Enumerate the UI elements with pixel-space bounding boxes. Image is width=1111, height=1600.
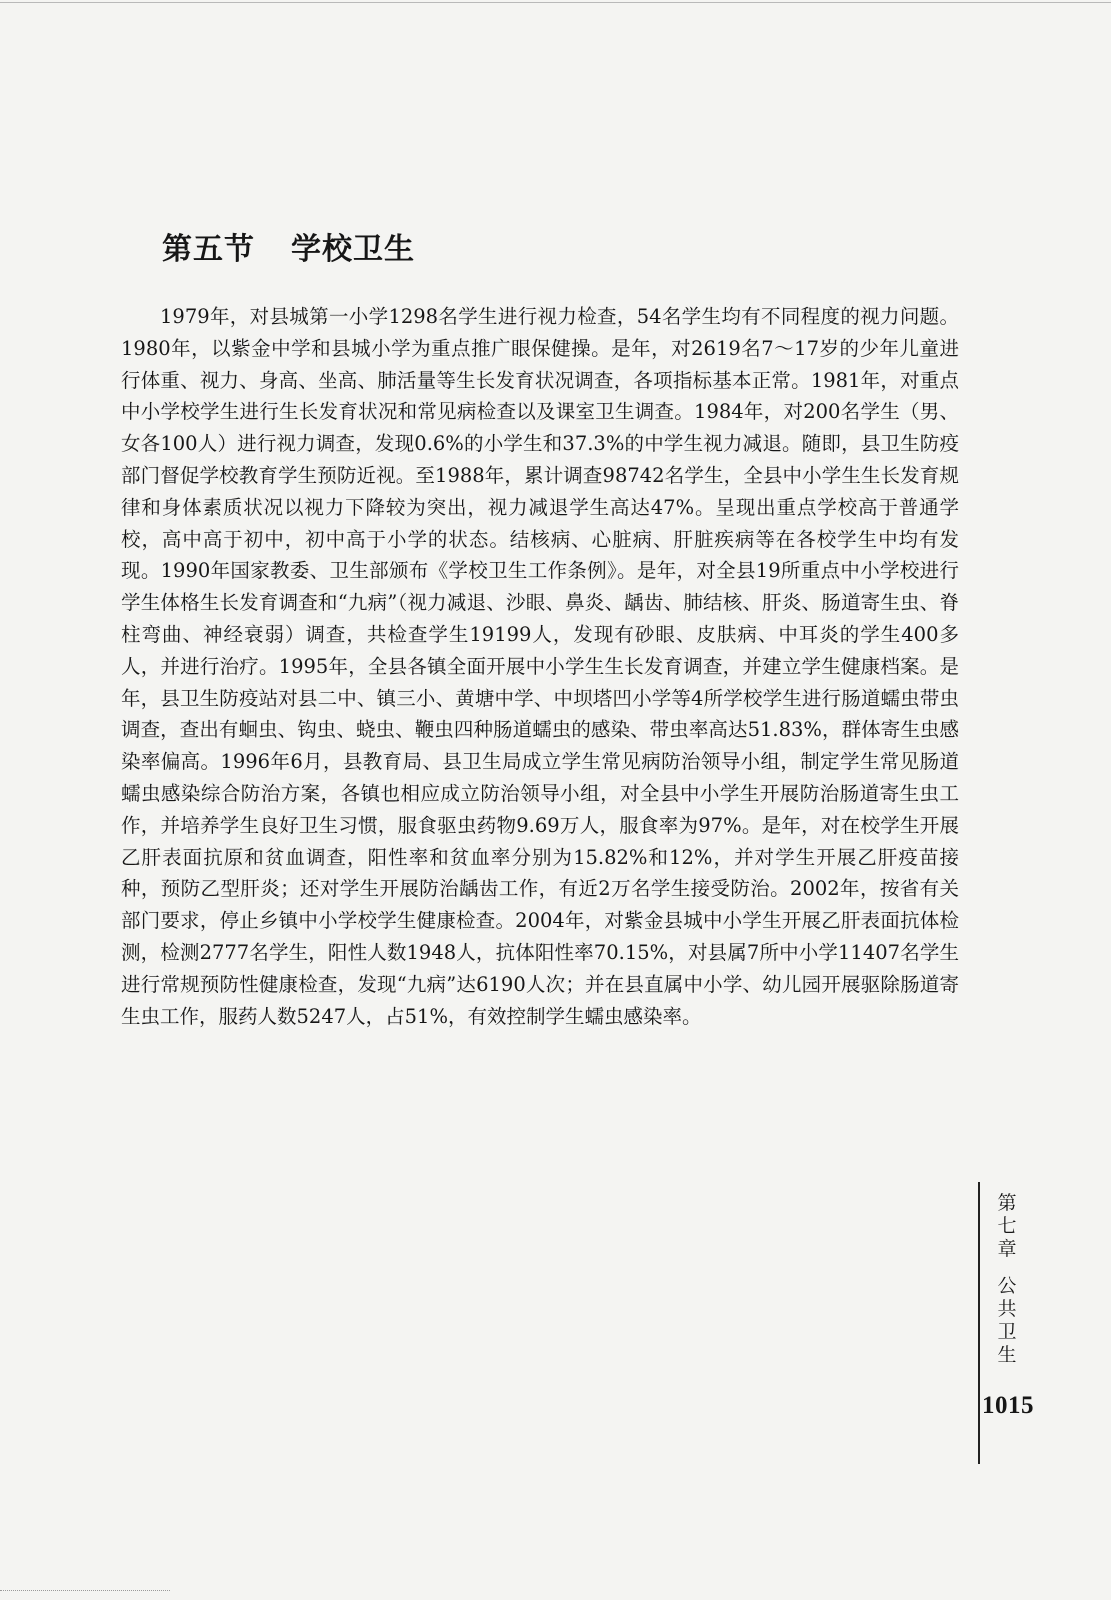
- page-number: 1015: [982, 1392, 1034, 1419]
- margin-vertical-rule: [978, 1182, 980, 1464]
- chapter-margin-label: [990, 1192, 1024, 1367]
- section-heading: [162, 224, 415, 268]
- section-title: 学校卫生: [291, 232, 415, 267]
- page-top-edge-line: [0, 2, 1111, 3]
- chapter-title: 公共卫生: [997, 1275, 1017, 1366]
- body-paragraph: 1979年，对县城第一小学1298名学生进行视力检查，54名学生均有不同程度的视力问题。1980年，以紫金中学和县城小学为重点推广眼保健操。是年，对2619名7～17岁的少年儿童进行体重、视力、身高、坐高、肺活量等生长发育状况调查，各项指标基本正常。1981年，对重点中小学校学生进行生长发育状况和常见病检查以及课室卫生调查。1984年，对200名学生（男、女各100人）进行视力调查，发现0.6%的小学生和37.3%的中学生视力减退。随即，县卫生防疫部门督促学校教育学生预防近视。至1988年，累计调查98742名学生，全县中小学生生长发育规律和身体素质状况以视力下降较为突出，视力减退学生高达47%。呈现出重点学校高于普通学校，高中高于初中，初中高于小学的状态。结核病、心脏病、肝脏疾病等在各校学生中均有发现。1990年国家教委、卫生部颁布《学校卫生工作条例》。是年，对全县19所重点中小学校进行学生体格生长发育调查和“九病”（视力减退、沙眼、鼻炎、龋齿、肺结核、肝炎、肠道寄生虫、脊柱弯曲、神经衰弱）调查，共检查学生19199人，发现有砂眼、皮肤病、中耳炎的学生400多人，并进行治疗。1995年，全县各镇全面开展中小学生生长发育调查，并建立学生健康档案。是年，县卫生防疫站对县二中、镇三小、黄塘中学、中坝塔凹小学等4所学校学生进行肠道蠕虫带虫调查，查出有蛔虫、钩虫、蛲虫、鞭虫四种肠道蠕虫的感染、带虫率高达51.83%，群体寄生虫感染率偏高。1996年6月，县教育局、县卫生局成立学生常见病防治领导小组，制定学生常见肠道蠕虫感染综合防治方案，各镇也相应成立防治领导小组，对全县中小学生开展防治肠道寄生虫工作，并培养学生良好卫生习惯，服食驱虫药物9.69万人，服食率为97%。是年，对在校学生开展乙肝表面抗原和贫血调查，阳性率和贫血率分别为15.82%和12%，并对学生开展乙肝疫苗接种，预防乙型肝炎；还对学生开展防治龋齿工作，有近2万名学生接受防治。2002年，按省有关部门要求，停止乡镇中小学校学生健康检查。2004年，对紫金县城中小学生开展乙肝表面抗体检测，检测2777名学生，阳性人数1948人，抗体阳性率70.15%，对县属7所中小学11407名学生进行常规预防性健康检查，发现“九病”达6190人次；并在县直属中小学、幼儿园开展驱除肠道寄生虫工作，服药人数5247人，占51%，有效控制学生蠕虫感染率。: [121, 305, 959, 1028]
- section-number-label: 第五节: [162, 232, 255, 267]
- page-bottom-edge-dots: [0, 1590, 170, 1592]
- chapter-number: 第七章: [997, 1192, 1017, 1260]
